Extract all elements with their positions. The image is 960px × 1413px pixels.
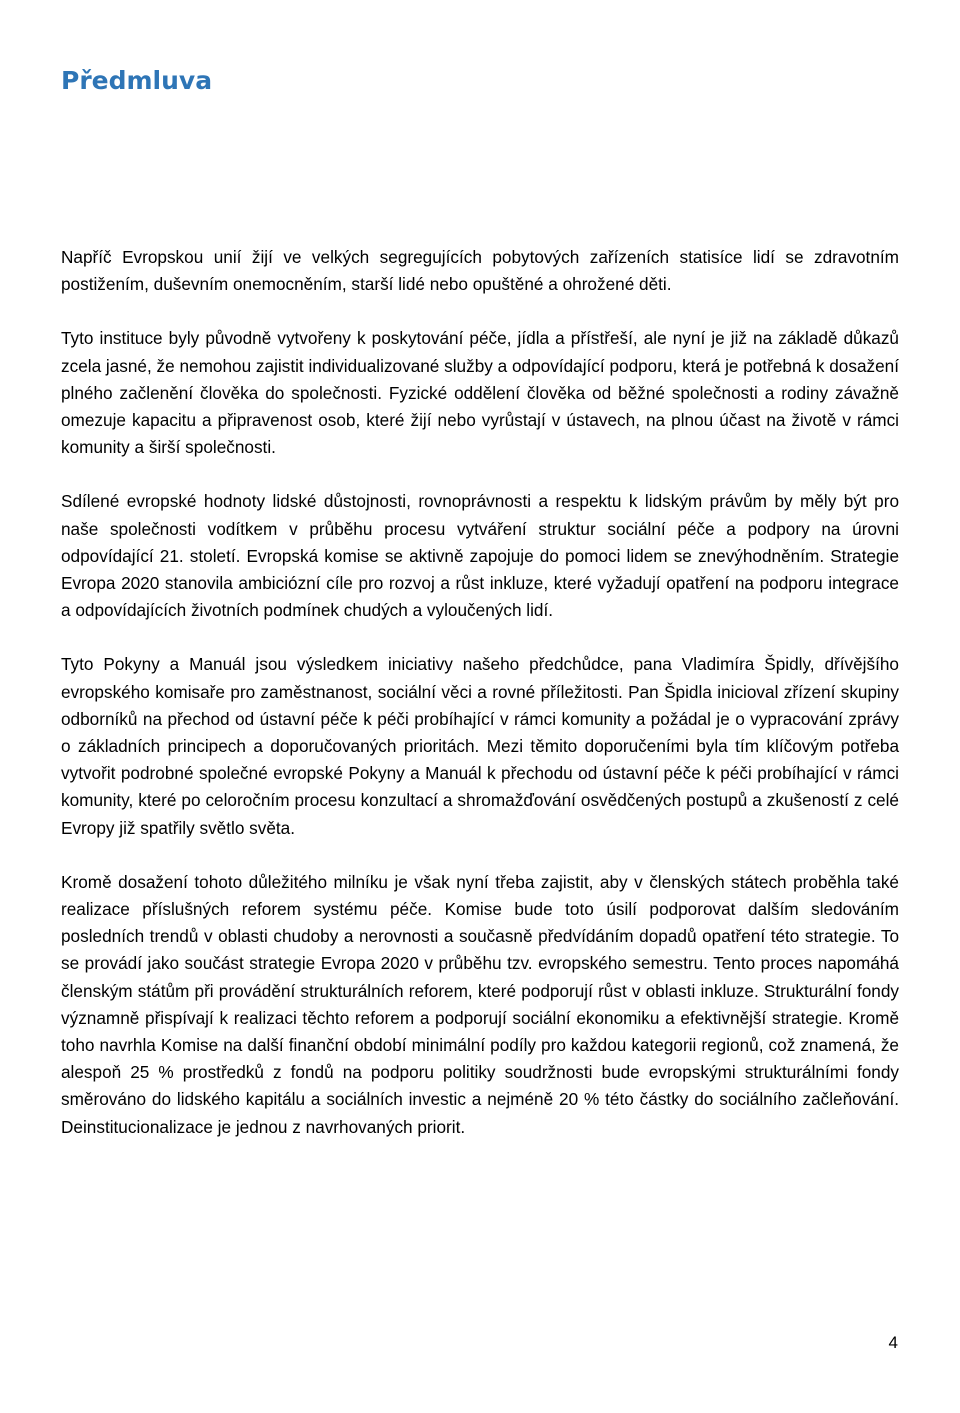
paragraph-2: Tyto instituce byly původně vytvořeny k poskytování péče, jídla a přístřeší, ale nyní je již na základě důkazů zcela jasné, že nemohou zajistit individualizované služby a odpovídající podporu, která je potřebná k dosažení plného začlenění člověka do společnosti. Fyzické oddělení člověka od běžné společnosti a rodiny závažně omezuje kapacitu a připravenost osob, které žijí nebo vyrůstají v ústavech, na plnou účast na životě v rámci komunity a širší společnosti.: [61, 328, 899, 458]
page-title: Předmluva: [61, 66, 213, 95]
page-number: 4: [888, 1333, 898, 1352]
paragraph-4: Tyto Pokyny a Manuál jsou výsledkem iniciativy našeho předchůdce, pana Vladimíra Špidly, dřívějšího evropského komisaře pro zaměstnanost, sociální věci a rovné příležitosti. Pan Špidla inicioval zřízení skupiny odborníků na přechod od ústavní péče k péči probíhající v rámci komunity a požádal je o vypracování zprávy o základních principech a doporučovaných prioritách. Mezi těmito doporučeními byla tím klíčovým potřeba vytvořit podrobné společné evropské Pokyny a Manuál k přechodu od ústavní péče k péči probíhající v rámci komunity, které po celoročním procesu konzultací a shromažďování osvědčených postupů a zkušeností z celé Evropy již spatřily světlo světa.: [61, 654, 899, 838]
paragraph-3: Sdílené evropské hodnoty lidské důstojnosti, rovnoprávnosti a respektu k lidským právům by měly být pro naše společnosti vodítkem v průběhu procesu vytváření struktur sociální péče a podpory na úrovni odpovídající 21. století. Evropská komise se aktivně zapojuje do pomoci lidem se znevýhodněním. Strategie Evropa 2020 stanovila ambiciózní cíle pro rozvoj a růst inkluze, které vyžadují opatření na podporu integrace a odpovídajících životních podmínek chudých a vyloučených lidí.: [61, 491, 899, 621]
paragraph-1: Napříč Evropskou unií žijí ve velkých segregujících pobytových zařízeních statisíce lidí se zdravotním postižením, duševním onemocněním, starší lidé nebo opuštěné a ohrožené děti.: [61, 247, 899, 295]
body-text: [61, 244, 899, 1168]
paragraph-5: Kromě dosažení tohoto důležitého milníku je však nyní třeba zajistit, aby v členských státech proběhla také realizace příslušných reforem systému péče. Komise bude toto úsilí podporovat dalším sledováním posledních trendů v oblasti chudoby a nerovnosti a současně předvídáním dopadů opatření této strategie. To se provádí jako součást strategie Evropa 2020 v průběhu tzv. evropského semestru. Tento proces napomáhá členským státům při provádění strukturálních reforem, které podporují růst v oblasti inkluze. Strukturální fondy významně přispívají k realizaci těchto reforem a podporují sociální ekonomiku a efektivnější strategie. Kromě toho navrhla Komise na další finanční období minimální podíly pro každou kategorii regionů, což znamená, že alespoň 25 % prostředků z fondů na podporu politiky soudržnosti bude evropskými strukturálními fondy směrováno do lidského kapitálu a sociálních investic a nejméně 20 % této částky do sociálního začleňování. Deinstitucionalizace je jednou z navrhovaných priorit.: [61, 871, 899, 1137]
